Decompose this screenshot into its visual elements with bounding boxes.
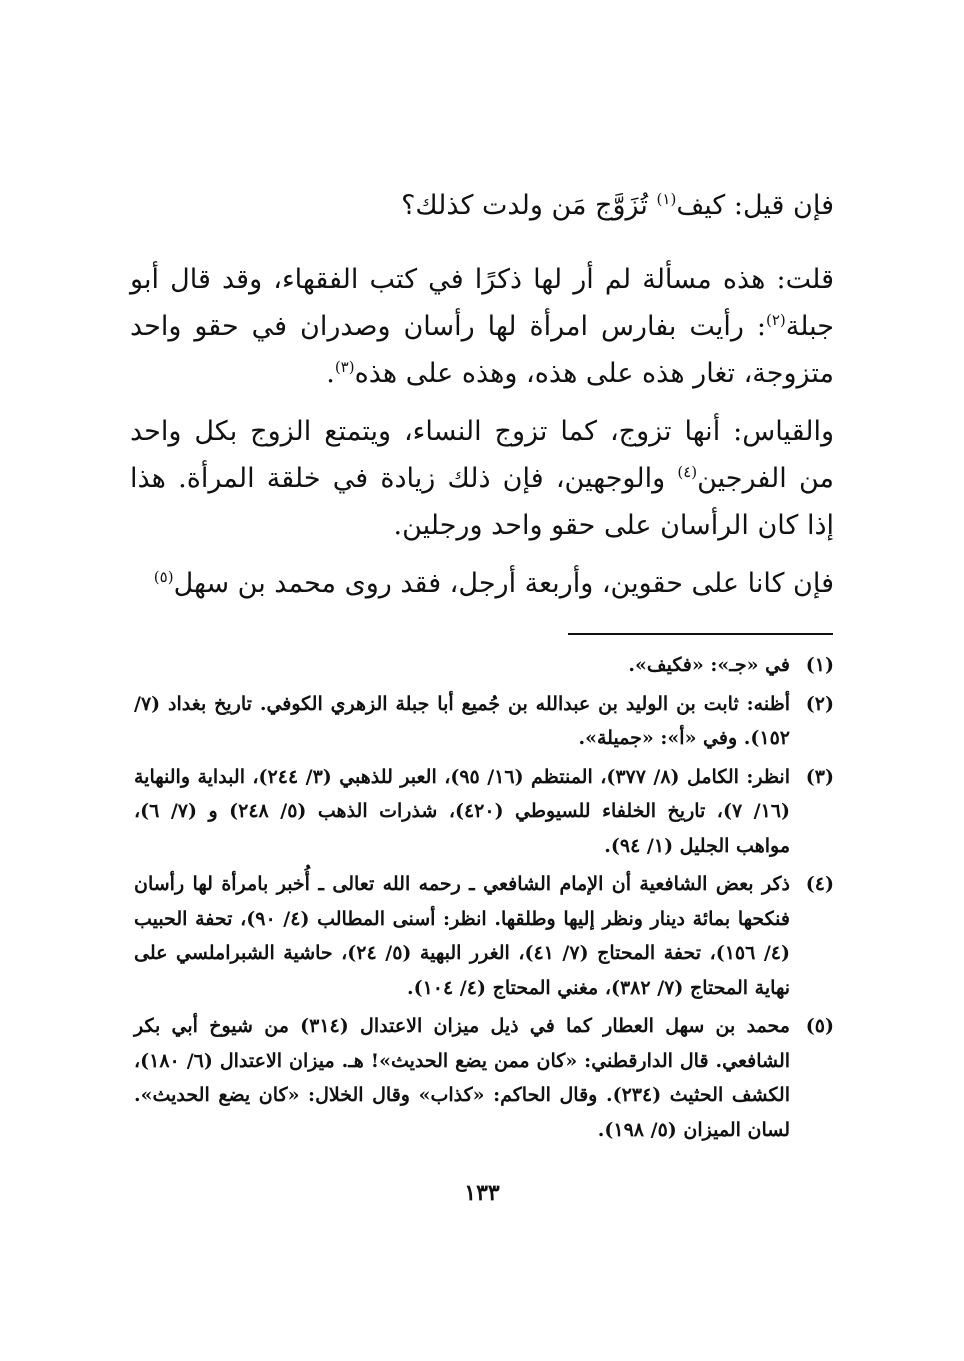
footnote-ref-5: (٥) — [153, 568, 174, 586]
footnote-number: (١) — [805, 654, 834, 676]
footnote-ref-4: (٤) — [677, 463, 698, 481]
paragraph-text: قلت: هذه مسألة لم أر لها ذكرًا في كتب الفقهاء، وقد قال أبو جبلة — [130, 264, 834, 342]
footnote-text: أظنه: ثابت بن الوليد بن عبدالله بن جُميع أبا جبلة الزهري الكوفي. تاريخ بغداد (٧/ ١٥٢). وفي «أ»: «جميلة». — [134, 692, 790, 749]
footnote-item — [134, 1009, 834, 1147]
page-number: ١٣٣ — [464, 1180, 500, 1206]
paragraph-text: فإن كانا على حقوين، وأربعة أرجل، فقد روى محمد بن سهل — [173, 568, 834, 599]
footnote-ref-2: (٢) — [765, 311, 786, 329]
footnotes — [134, 648, 834, 1151]
paragraph-text: والقياس: أنها تزوج، كما تزوج النساء، ويتمتع الزوج بكل واحد من الفرجين — [130, 416, 834, 494]
footnote-number: (٤) — [805, 873, 834, 895]
heading-question — [130, 182, 834, 229]
paragraph-analogy — [130, 408, 834, 549]
footnote-text: ذكر بعض الشافعية أن الإمام الشافعي ـ رحمه الله تعالى ـ أُخبر بامرأة لها رأسان فنكحها بمائة دينار ونظر إليها وطلقها. انظر: أسنى المطالب (٤/ ٩٠)، تحفة الحبيب (٤/ ١٥٦)، تحفة المحتاج (٧/ ٤١)، الغرر البهية (٥/ ٢٤)، حاشية الشبراملسي على نهاية المحتاج (٧/ ٣٨٢)، مغني المحتاج (٤/ ١٠٤). — [134, 873, 791, 999]
question-text: فإن قيل: كيف — [676, 190, 834, 221]
question-line — [130, 182, 834, 229]
footnote-item — [134, 867, 834, 1005]
footnote-item — [134, 760, 834, 864]
footnote-item — [134, 687, 834, 756]
footnote-number: (٥) — [805, 1015, 834, 1037]
footnote-text: انظر: الكامل (٨/ ٣٧٧)، المنتظم (١٦/ ٩٥)، العبر للذهبي (٣/ ٢٤٤)، البداية والنهاية (١٦/ ٧)، تاريخ الخلفاء للسيوطي (٤٢٠)، شذرات الذهب (٥/ ٢٤٨) و (٧/ ٦)، مواهب الجليل (١/ ٩٤). — [134, 765, 791, 857]
footnote-item — [134, 648, 834, 683]
footnote-number: (٢) — [805, 692, 834, 715]
paragraph-text: : رأيت بفارس امرأة لها رأسان وصدران في حقو واحد متزوجة، تغار هذه على هذه، وهذه على هذه — [130, 311, 834, 389]
footnote-separator — [568, 633, 833, 635]
question-text-rest: تُزَوَّج مَن ولدت كذلك؟ — [401, 190, 648, 221]
footnote-text: في «جـ»: «فكيف». — [628, 654, 790, 676]
footnote-ref-1: (١) — [656, 190, 677, 208]
paragraph-answer — [130, 256, 834, 397]
paragraph-text: والوجهين، فإن ذلك زيادة في خلقة المرأة. هذا إذا كان الرأسان على حقو واحد ورجلين. — [130, 463, 834, 541]
footnote-number: (٣) — [805, 765, 834, 788]
footnote-text: محمد بن سهل العطار كما في ذيل ميزان الاعتدال (٣١٤) من شيوخ أبي بكر الشافعي. قال الدارقطني: «كان ممن يضع الحديث»! هـ. ميزان الاعتدال (٦/ ١٨٠)، الكشف الحثيث (٢٣٤). وقال الحاكم: «كذاب» وقال الخلال: «كان يضع الحديث». لسان الميزان (٥/ ١٩٨). — [134, 1015, 791, 1141]
paragraph-continuation — [130, 560, 834, 607]
paragraph-text: . — [326, 358, 335, 389]
footnote-ref-3: (٣) — [334, 358, 355, 376]
